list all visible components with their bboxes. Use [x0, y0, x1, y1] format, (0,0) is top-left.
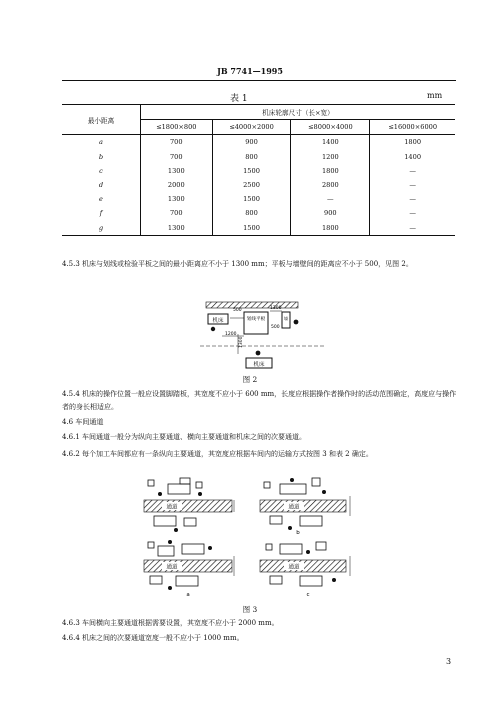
- row-label: f: [99, 209, 103, 218]
- sublabel-b: b: [296, 530, 300, 536]
- table-cell: 1300: [141, 192, 213, 206]
- layout-c: [260, 542, 350, 598]
- row-header-cell: 最小距离: [62, 105, 141, 135]
- table-cell: 900: [212, 135, 291, 150]
- table-row: [62, 221, 455, 236]
- table-cell: 1300: [141, 221, 213, 236]
- aisle-label: 通道: [166, 564, 178, 571]
- table-cell: 700: [141, 206, 213, 220]
- machine-label-2: 机床: [253, 362, 265, 368]
- table-cell: —: [291, 192, 370, 206]
- sublabel-c: c: [306, 592, 310, 598]
- row-label: b: [98, 152, 104, 161]
- clause-4-5-4: 4.5.4 机床的操作位置一般应设置脚踏板，其宽度不应小于 600 mm，长度应根据操作者操作时的活动范围确定，高度应与操作者的身长相适应。: [62, 390, 457, 411]
- row-label: e: [99, 195, 103, 204]
- clause-4-6-2: 4.6.2 每个加工车间都应有一条纵向主要通道，其宽度应根据车间内的运输方式按图 3 和表 2 确定。: [62, 450, 373, 458]
- table-cell: 2500: [212, 178, 291, 192]
- table-cell: 1300: [141, 164, 213, 178]
- table-cell: 900: [291, 206, 370, 220]
- column-header: ≤4000×2000: [212, 120, 291, 135]
- page-number: 3: [446, 657, 452, 666]
- table-cell: 1800: [370, 135, 455, 150]
- figure-3-aisle-layouts: [140, 472, 366, 602]
- table-row: [62, 178, 455, 192]
- aisle-label: 通道: [288, 504, 300, 511]
- figure-3-caption: 图 3: [242, 605, 258, 614]
- document-header: JB 7741—1995: [217, 66, 283, 76]
- clause-4-6-1: 4.6.1 车间通道一般分为纵向主要通道、横向主要通道和机床之间的次要通道。: [62, 433, 307, 441]
- table-cell: —: [370, 164, 455, 178]
- table-cell: —: [370, 221, 455, 236]
- marking-plate-box: [244, 312, 268, 334]
- table-cell: 1500: [212, 221, 291, 236]
- dim-1300-mid: 1300: [239, 336, 244, 348]
- operator-icon: [294, 320, 299, 325]
- table-caption: 表 1: [230, 94, 248, 104]
- table-row: [62, 164, 455, 178]
- table-cell: 1500: [212, 164, 291, 178]
- table-cell: 2800: [291, 178, 370, 192]
- distance-table: [62, 104, 455, 236]
- table-cell: 2000: [141, 178, 213, 192]
- figure-2-caption: 图 2: [242, 375, 258, 384]
- table-row: [62, 206, 455, 220]
- column-header: ≤8000×4000: [291, 120, 370, 135]
- table-cell: 1400: [370, 150, 455, 164]
- table-row: [62, 135, 455, 150]
- operator-icon: [211, 327, 215, 331]
- row-label: c: [99, 166, 103, 175]
- table-cell: 1800: [291, 221, 370, 236]
- row-label: a: [99, 138, 103, 147]
- figure-2-layout-diagram: [198, 298, 328, 372]
- dim-1200: 1200: [225, 332, 237, 337]
- dim-500-right: 500: [271, 325, 280, 330]
- table-cell: 1400: [291, 135, 370, 150]
- table-cell: —: [370, 178, 455, 192]
- column-header: ≤16000×6000: [370, 120, 455, 135]
- table-cell: —: [370, 192, 455, 206]
- clause-4-5-3: 4.5.3 机床与划线或检验平板之间的最小距离应不小于 1300 mm；平板与墙壁间的距离应不小于 500，见图 2。: [62, 260, 413, 268]
- layout-b: [260, 478, 350, 536]
- table-row: [62, 150, 455, 164]
- table-cell: 1800: [291, 164, 370, 178]
- table-cell: 700: [141, 150, 213, 164]
- column-header: ≤1800×800: [141, 120, 213, 135]
- sublabel-a: a: [186, 592, 190, 598]
- dim-1300-top: 1300: [270, 306, 282, 311]
- table-cell: 800: [212, 206, 291, 220]
- row-label: d: [98, 181, 104, 190]
- table-cell: 1200: [291, 150, 370, 164]
- clause-4-6-3: 4.6.3 车间横向主要通道根据需要设置，其宽度不应小于 2000 mm。: [62, 619, 279, 627]
- machine-label-1: 机床: [212, 318, 224, 324]
- aisle-label: 通道: [166, 504, 178, 511]
- table-row: [62, 192, 455, 206]
- table-unit: mm: [427, 91, 443, 100]
- table-cell: 700: [141, 135, 213, 150]
- group-header-cell: 机床轮廓尺寸（长×宽）: [141, 105, 456, 120]
- clause-4-6-4: 4.6.4 机床之间的次要通道宽度一般不应小于 1000 mm。: [62, 634, 244, 642]
- section-4-6-heading: 4.6 车间通道: [62, 418, 104, 426]
- layout-a-upper: [144, 478, 234, 532]
- layout-a-lower: [144, 540, 234, 598]
- table-cell: —: [370, 206, 455, 220]
- wall-label: 墙: [283, 316, 289, 321]
- table-cell: 800: [212, 150, 291, 164]
- row-label: g: [98, 223, 104, 232]
- operator-icon: [256, 351, 261, 356]
- aisle-label: 通道: [288, 564, 300, 571]
- header-rule: [62, 80, 456, 81]
- dim-500-left: 500: [233, 308, 242, 313]
- wall-hatch: [206, 302, 298, 308]
- table-cell: 1500: [212, 192, 291, 206]
- plate-label: 划线平板: [246, 317, 266, 322]
